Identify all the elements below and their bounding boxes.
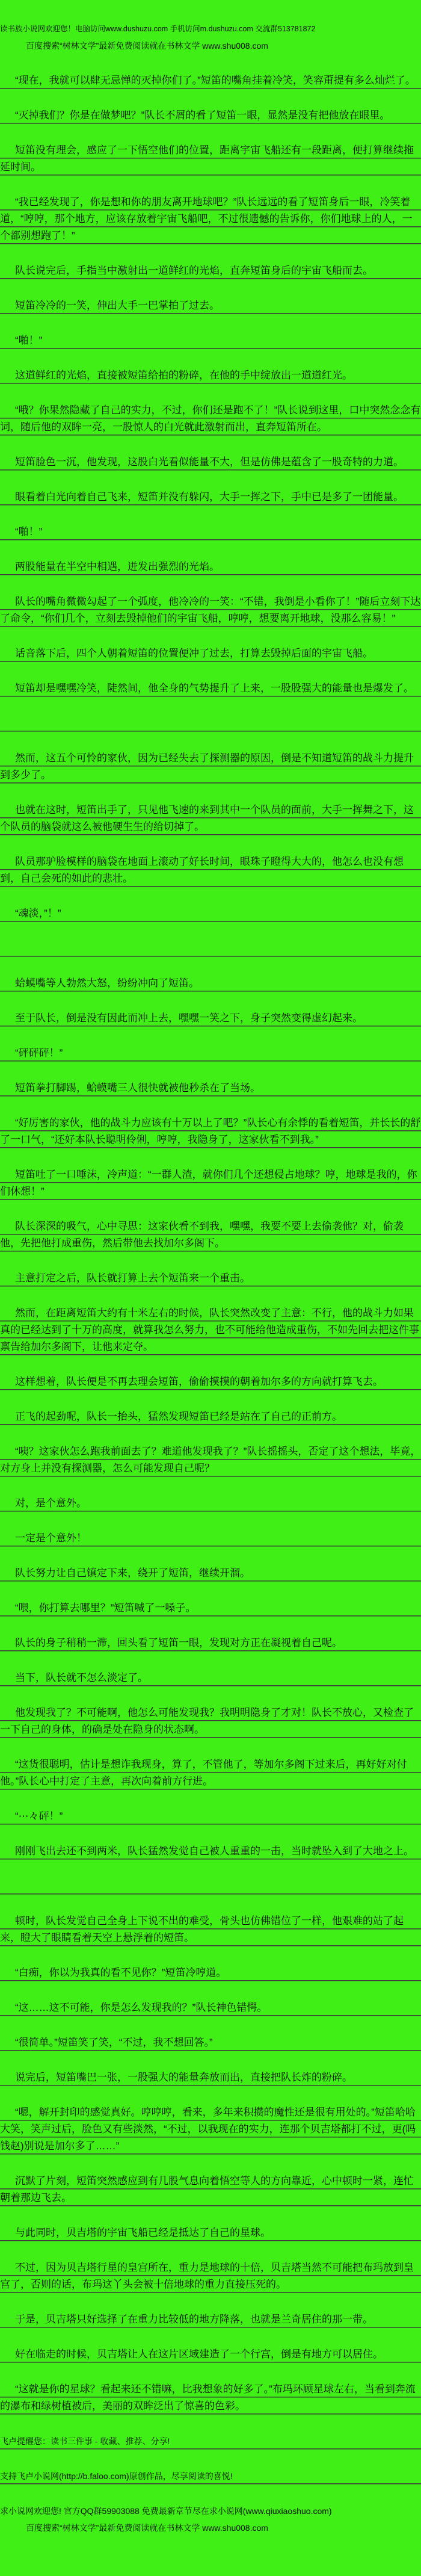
novel-paragraph: 短笛没有理会，感应了一下悟空他们的位置，距离宇宙飞船还有一段距离，便打算继续拖延时间。	[0, 142, 421, 176]
novel-paragraph: 这道鲜红的光焰，直接被短笛给拍的粉碎，在他的手中绽放出一道道红光。	[0, 367, 421, 384]
novel-paragraph: 队员那驴脸模样的脑袋在地面上滚动了好长时间，眼珠子瞪得大大的，他怎么也没有想到，自己会死的如此的悲壮。	[0, 853, 421, 887]
novel-paragraph: “啪！”	[0, 524, 421, 540]
footer-reminder: 飞卢提醒您：读书三件事 - 收藏、推荐、分享!	[0, 2433, 421, 2450]
novel-paragraph: “这就是你的星球？看起来还不错嘛，比我想象的好多了。”布玛环顾星球左右，当看到奔流的瀑布和绿树植被后，美丽的双眸泛出了惊喜的色彩。	[0, 2381, 421, 2415]
footer-support: 支持飞卢小说网(http://b.faloo.com)原创作品，尽享阅读的喜悦!	[0, 2468, 421, 2485]
novel-paragraph: “我已经发现了，你是想和你的朋友离开地球吧？”队长远远的看了短笛身后一眼，冷笑着道，“哼哼，那个地方，应该存放着宇宙飞船吧，不过很遗憾的告诉你，你们地球上的人，一个都别想跑了！”	[0, 194, 421, 244]
novel-paragraph: 他发现我了？不可能啊，他怎么可能发现我？我明明隐身了才对！队长不放心，又检查了一下自己的身体，的确是处在隐身的状态啊。	[0, 1704, 421, 1738]
novel-paragraph: 短笛吐了一口唾沫，冷声道：“一群人渣，就你们几个还想侵占地球？哼，地球是我的，你们休想！”	[0, 1166, 421, 1200]
footer-promo: 百度搜索“树林文学”最新免费阅读就在书林文学 www.shu008.com	[26, 2523, 268, 2533]
novel-paragraph: 蛤蟆嘴等人勃然大怒，纷纷冲向了短笛。	[0, 975, 421, 992]
novel-paragraph: 然而，这五个可怜的家伙，因为已经失去了探测器的原因，倒是不知道短笛的战斗力提升到多少了。	[0, 750, 421, 784]
novel-paragraph: “嗯，解开封印的感觉真好。哼哼哼，看来，多年来积攒的魔性还是很有用处的。”短笛哈哈大笑，笑声过后，脸色又有些淡然，“不过，以我现在的实力，连那个贝吉塔都打不过，更(吗钱赵)别说是加尔多了……”	[0, 2104, 421, 2155]
novel-paragraph: “哦？你果然隐藏了自己的实力，不过，你们还是跑不了！”队长说到这里，口中突然念念有词，随后他的双眸一亮，一股惊人的白光就此激射而出，直奔短笛所在。	[0, 402, 421, 436]
footer-site-welcome: 求小说网欢迎您! 官方QQ群59903088 免费最新章节尽在求小说网(www.qiuxiaoshuo.com)	[0, 2506, 332, 2516]
novel-paragraph: “很简单。”短笛笑了笑，“不过，我不想回答。”	[0, 2034, 421, 2051]
novel-paragraph: 队长深深的吸气，心中寻思：这家伙看不到我，嘿嘿，我要不要上去偷袭他？对，偷袭他，先把他打成重伤，然后带他去找加尔多阁下。	[0, 1218, 421, 1252]
novel-paragraph: “好厉害的家伙，他的战斗力应该有十万以上了吧？”队长心有余悸的看着短笛，并长长的舒了一口气，“还好本队长聪明伶俐，哼哼，我隐身了，这家伙看不到我。”	[0, 1115, 421, 1148]
novel-paragraph: 两股能量在半空中相遇，迸发出强烈的光焰。	[0, 559, 421, 575]
novel-paragraph: 不过，因为贝吉塔行星的皇宫所在，重力是地球的十倍，贝吉塔当然不可能把布玛放到皇宫了，否则的话，布玛这丫头会被十倍地球的重力直接压死的。	[0, 2259, 421, 2293]
novel-content	[0, 72, 421, 2415]
novel-paragraph: 与此同时，贝吉塔的宇宙飞船已经是抵达了自己的星球。	[0, 2225, 421, 2241]
site-notice: 读书族小说网欢迎您！电脑访问www.dushuzu.com 手机访问m.dushuzu.com 交流群513781872	[0, 25, 316, 33]
novel-paragraph: “这……这不可能，你是怎么发现我的？”队长神色错愕。	[0, 1999, 421, 2016]
novel-paragraph: 一定是个意外！	[0, 1530, 421, 1547]
novel-paragraph: 这样想着，队长便是不再去理会短笛，偷偷摸摸的朝着加尔多的方向就打算飞去。	[0, 1373, 421, 1390]
ruled-blank-line	[0, 1878, 421, 1895]
novel-paragraph: 于是，贝吉塔只好选择了在重力比较低的地方降落，也就是兰奇居住的那一带。	[0, 2311, 421, 2328]
novel-paragraph: 至于队长，倒是没有因此而冲上去，嘿嘿一笑之下，身子突然变得虚幻起来。	[0, 1010, 421, 1027]
header-promo: 百度搜索“树林文学”最新免费阅读就在书林文学 www.shu008.com	[26, 41, 268, 51]
novel-paragraph: 当下，队长就不怎么淡定了。	[0, 1670, 421, 1686]
novel-paragraph: “灭掉我们？你是在做梦吧？”队长不屑的看了短笛一眼，显然是没有把他放在眼里。	[0, 107, 421, 124]
novel-paragraph: “⋯々砰！”	[0, 1808, 421, 1825]
novel-paragraph: “这货很聪明，估计是想诈我现身，算了，不管他了，等加尔多阁下过来后，再好好对付他。”队长心中打定了主意，再次向着前方行进。	[0, 1756, 421, 1790]
novel-paragraph: 队长的嘴角微微勾起了一个弧度，他冷冷的一笑：“不错，我倒是小看你了！”随后立刻下达了命令，“你们几个，立刻去毁掉他们的宇宙飞船，哼哼，想要离开地球，没那么容易！”	[0, 593, 421, 627]
novel-paragraph: 队长努力让自己镇定下来，绕开了短笛，继续开溜。	[0, 1565, 421, 1582]
novel-paragraph: 然而，在距离短笛大约有十米左右的时候，队长突然改变了主意：不行，他的战斗力如果真的已经达到了十万的高度，就算我怎么努力，也不可能给他造成重伤，不如先回去把这件事禀告给加尔多阁下，让他来定夺。	[0, 1305, 421, 1355]
novel-paragraph: 沉默了片刻，短笛突然感应到有几股气息向着悟空等人的方向靠近，心中顿时一紧，连忙朝着那边飞去。	[0, 2173, 421, 2206]
novel-paragraph: “啪！”	[0, 332, 421, 349]
ruled-blank-line	[0, 940, 421, 957]
novel-paragraph: 短笛却是嘿嘿冷笑，陡然间，他全身的气势提升了上来，一股股强大的能量也是爆发了。	[0, 680, 421, 697]
novel-paragraph: 也就在这时，短笛出手了，只见他飞速的来到其中一个队员的面前，大手一挥舞之下，这个队员的脑袋就这么被他硬生生的给切掉了。	[0, 802, 421, 835]
novel-paragraph: 短笛脸色一沉，他发现，这股白光看似能量不大，但是仿佛是蕴含了一股奇特的力道。	[0, 454, 421, 471]
novel-paragraph: “喂，你打算去哪里？”短笛喊了一嗓子。	[0, 1600, 421, 1617]
novel-paragraph: 话音落下后，四个人朝着短笛的位置便冲了过去，打算去毁掉后面的宇宙飞船。	[0, 645, 421, 662]
novel-paragraph: 眼看着白光向着自己飞来，短笛并没有躲闪，大手一挥之下，手中已是多了一团能量。	[0, 489, 421, 506]
novel-paragraph: 正飞的起劲呢，队长一抬头，猛然发现短笛已经是站在了自己的正前方。	[0, 1408, 421, 1425]
novel-paragraph: 队长说完后，手指当中激射出一道鲜红的光焰，直奔短笛身后的宇宙飞船而去。	[0, 262, 421, 279]
novel-paragraph: 队长的身子稍稍一滞，回头看了短笛一眼，发现对方正在凝视着自己呢。	[0, 1635, 421, 1652]
novel-paragraph: 短笛冷冷的一笑，伸出大手一巴掌拍了过去。	[0, 297, 421, 314]
novel-paragraph: 短笛拳打脚踢，蛤蟆嘴三人很快就被他秒杀在了当场。	[0, 1080, 421, 1097]
novel-paragraph: “魂淡，”！”	[0, 905, 421, 922]
novel-paragraph: 好在临走的时候，贝吉塔让人在这片区域建造了一个行宫，倒是有地方可以居住。	[0, 2346, 421, 2363]
novel-paragraph: 说完后，短笛嘴巴一张，一股强大的能量奔放而出，直接把队长炸的粉碎。	[0, 2069, 421, 2086]
novel-paragraph: “咦？这家伙怎么跑我前面去了？难道他发现我了？”队长摇摇头，否定了这个想法，毕竟，对方身上并没有探测器，怎么可能发现自己呢？	[0, 1443, 421, 1477]
novel-paragraph: 顿时，队长发觉自己全身上下说不出的难受，骨头也仿佛错位了一样，他艰难的站了起来，瞪大了眼睛看着天空上悬浮着的短笛。	[0, 1913, 421, 1946]
novel-paragraph: 对，是个意外。	[0, 1495, 421, 1512]
novel-paragraph: “白痴，你以为我真的看不见你？”短笛冷哼道。	[0, 1965, 421, 1981]
novel-paragraph: 刚刚飞出去还不到两米，队长猛然发觉自己被人重重的一击，当时就坠入到了大地之上。	[0, 1843, 421, 1860]
ruled-blank-line	[0, 715, 421, 732]
novel-paragraph: “现在，我就可以肆无忌惮的灭掉你们了。”短笛的嘴角挂着冷笑，笑容甭提有多么灿烂了。	[0, 72, 421, 89]
novel-paragraph: 主意打定之后，队长就打算上去个短笛来一个重击。	[0, 1270, 421, 1287]
novel-paragraph: “砰砰砰！”	[0, 1045, 421, 1062]
